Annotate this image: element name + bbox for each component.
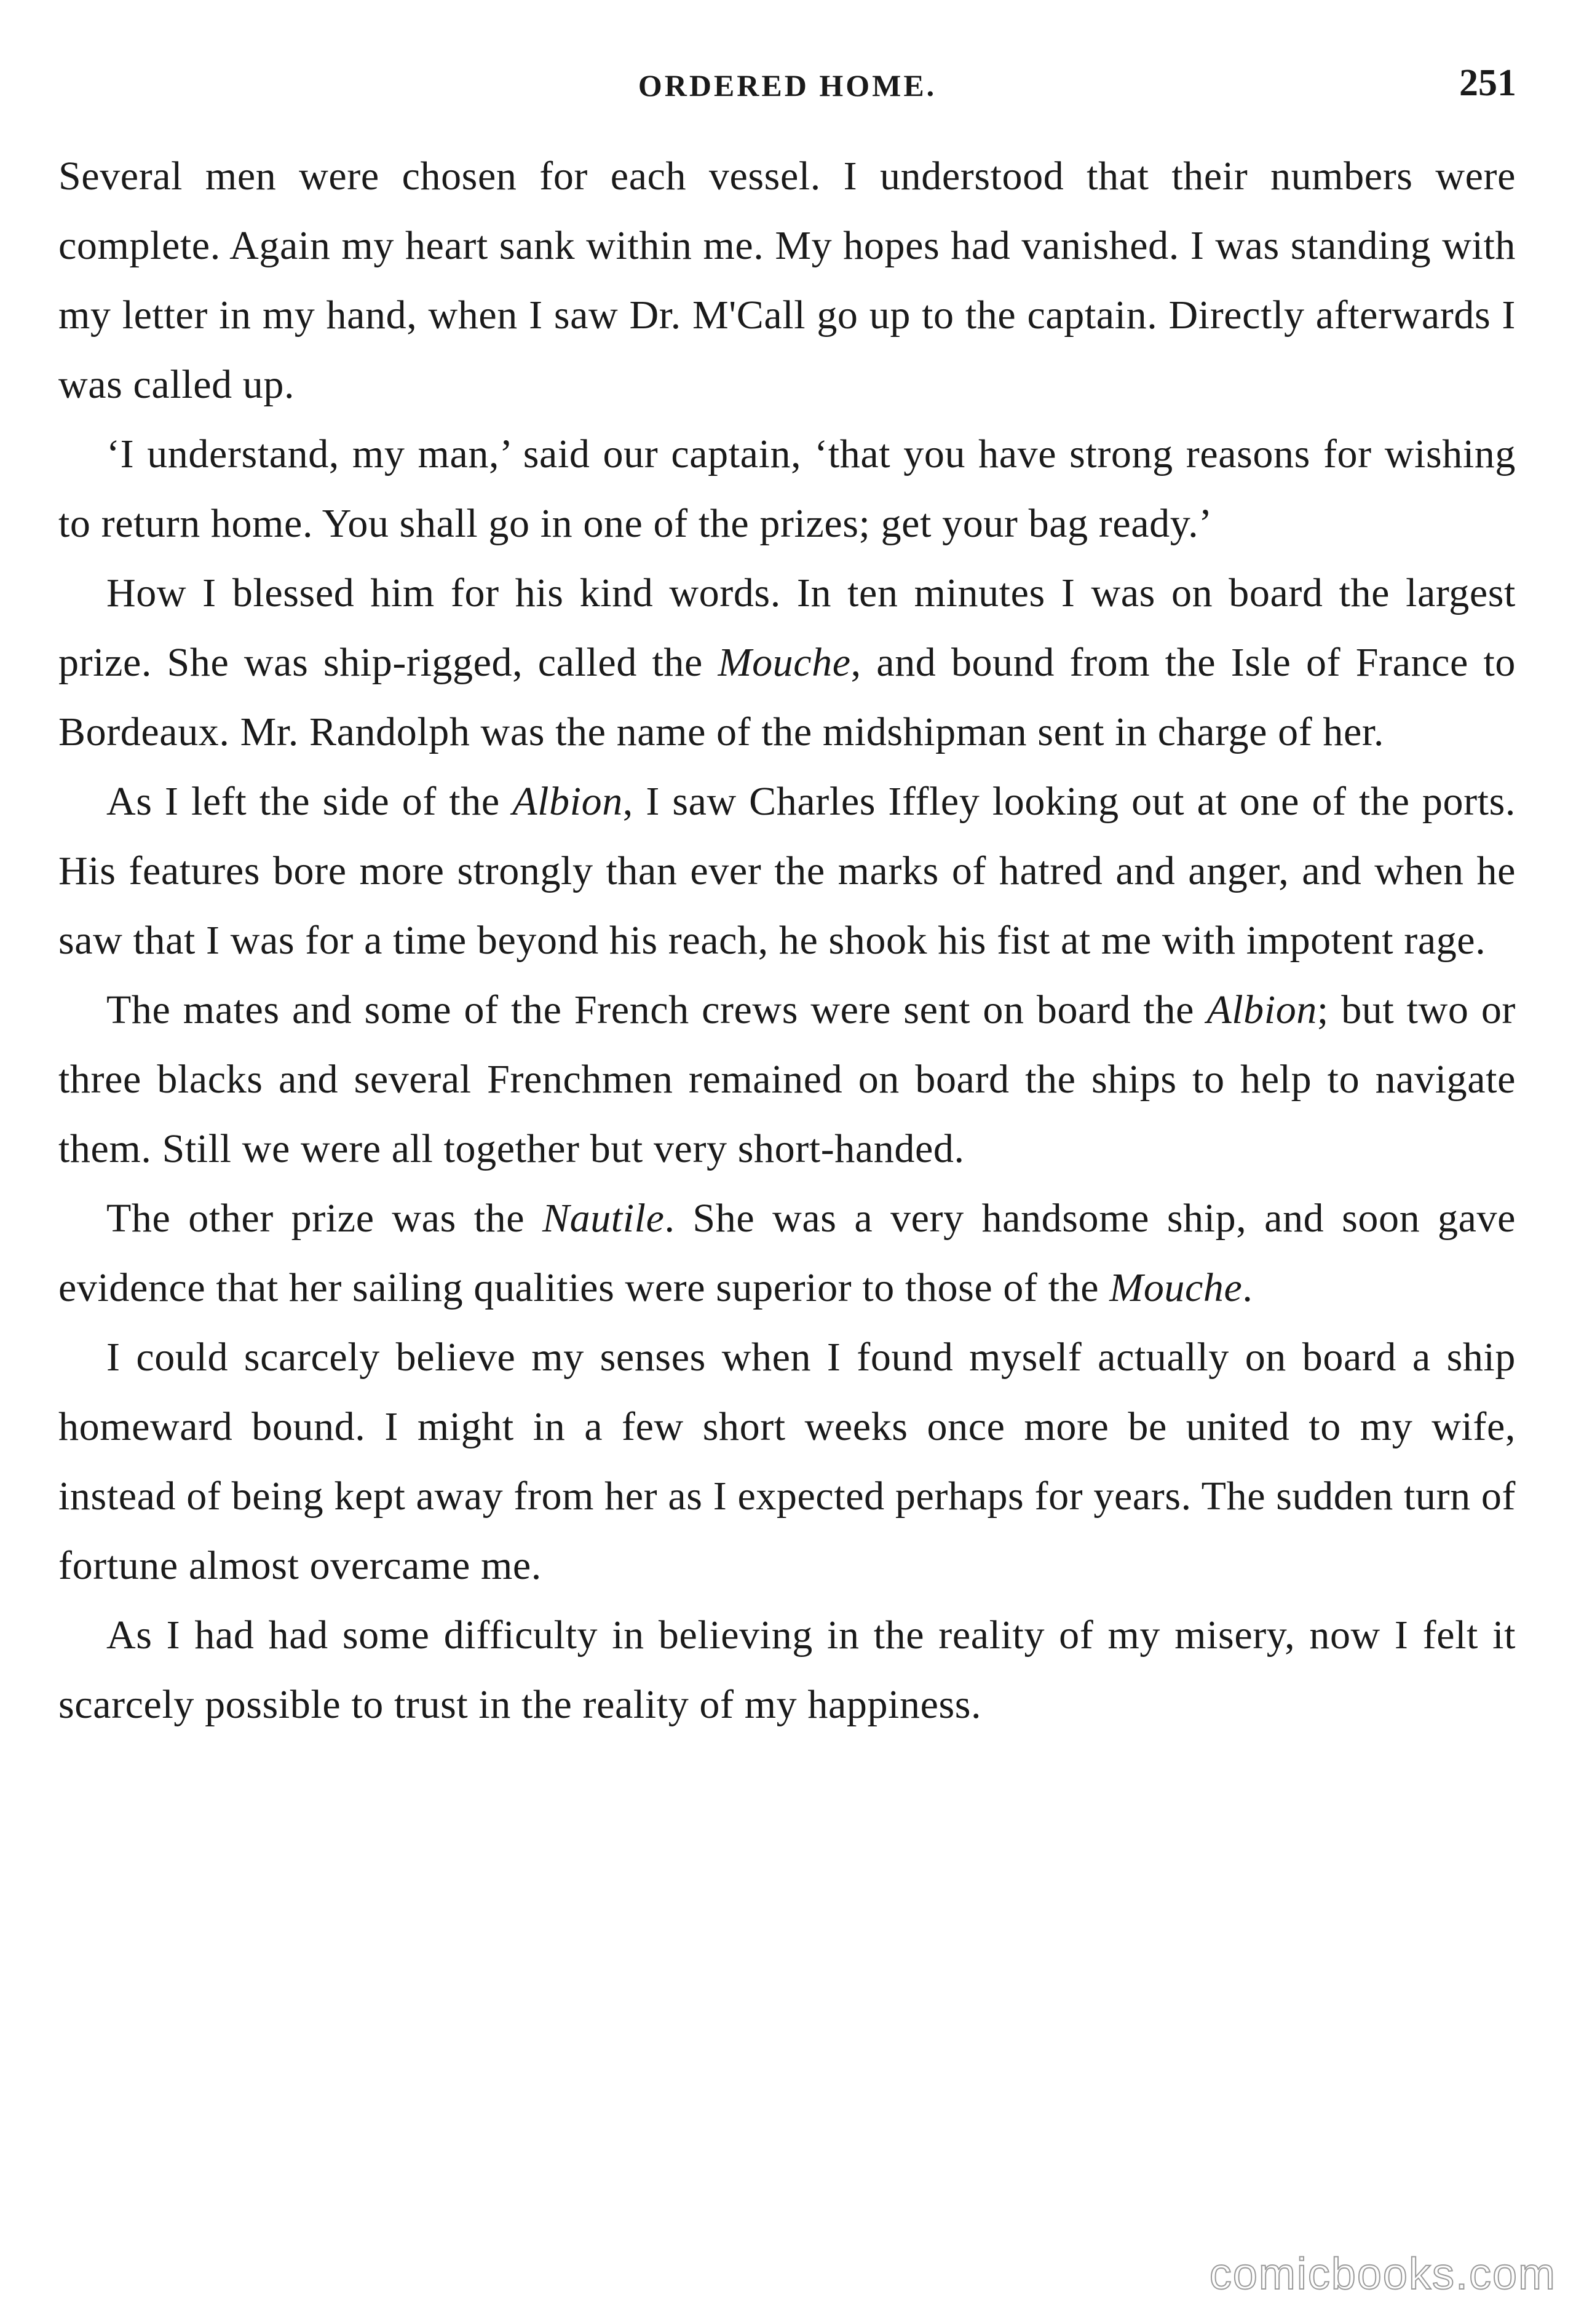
text-run: The other prize was the	[106, 1196, 542, 1241]
paragraph	[58, 419, 1516, 558]
text-run: Several men were chosen for each vessel. I understood that their numbers were complete. Again my heart sank within me. My hopes had vanished. I was standing with my letter in my hand, when I saw Dr. M'Call go up to the captain. Directly afterwards I was called up.	[58, 154, 1516, 407]
paragraph	[58, 1600, 1516, 1739]
text-run: .	[1242, 1265, 1253, 1310]
text-run: , and bound from the Isle of France to Bordeaux. Mr. Randolph was the name of the midshipman sent in charge of her.	[58, 640, 1516, 754]
running-head	[58, 61, 1516, 117]
italic-ship-name: Albion	[1206, 987, 1317, 1032]
paragraph	[58, 767, 1516, 975]
italic-ship-name: Nautile	[542, 1196, 665, 1241]
text-run: ‘I understand, my man,’ said our captain, ‘that you have strong reasons for wishing to return home. You shall go in one of the prizes; get your bag ready.’	[58, 432, 1516, 546]
text-run: As I left the side of the	[106, 779, 513, 824]
text-run: . She was a very handsome ship, and soon gave evidence that her sailing qualities were superior to those of the	[58, 1196, 1516, 1310]
text-run: , I saw Charles Iffley looking out at one of the ports. His features bore more strongly than ever the marks of hatred and anger, and when he saw that I was for a time beyond his reach, he shook his fist at me with impotent rage.	[58, 779, 1516, 963]
watermark: comicbooks.com	[1209, 2250, 1556, 2299]
paragraph	[58, 1184, 1516, 1322]
text-run: How I blessed him for his kind words. In ten minutes I was on board the largest prize. She was ship-rigged, called the	[58, 571, 1516, 685]
italic-ship-name: Albion	[512, 779, 623, 824]
paragraph	[58, 975, 1516, 1184]
body-text	[58, 141, 1516, 1739]
paragraph	[58, 558, 1516, 767]
italic-ship-name: Mouche	[718, 640, 851, 685]
running-title: ORDERED HOME.	[638, 68, 937, 103]
page-number: 251	[1459, 62, 1516, 104]
paragraph	[58, 141, 1516, 419]
paragraph	[58, 1322, 1516, 1600]
text-run: The mates and some of the French crews were sent on board the	[106, 987, 1207, 1032]
text-run: As I had had some difficulty in believing in the reality of my misery, now I felt it scarcely possible to trust in the reality of my happiness.	[58, 1613, 1516, 1727]
text-run: ; but two or three blacks and several Frenchmen remained on board the ships to help to navigate them. Still we were all together but very short-handed.	[58, 987, 1516, 1171]
italic-ship-name: Mouche	[1109, 1265, 1243, 1310]
text-run: I could scarcely believe my senses when I found myself actually on board a ship homeward bound. I might in a few short weeks once more be united to my wife, instead of being kept away from her as I expected perhaps for years. The sudden turn of fortune almost overcame me.	[58, 1335, 1516, 1588]
